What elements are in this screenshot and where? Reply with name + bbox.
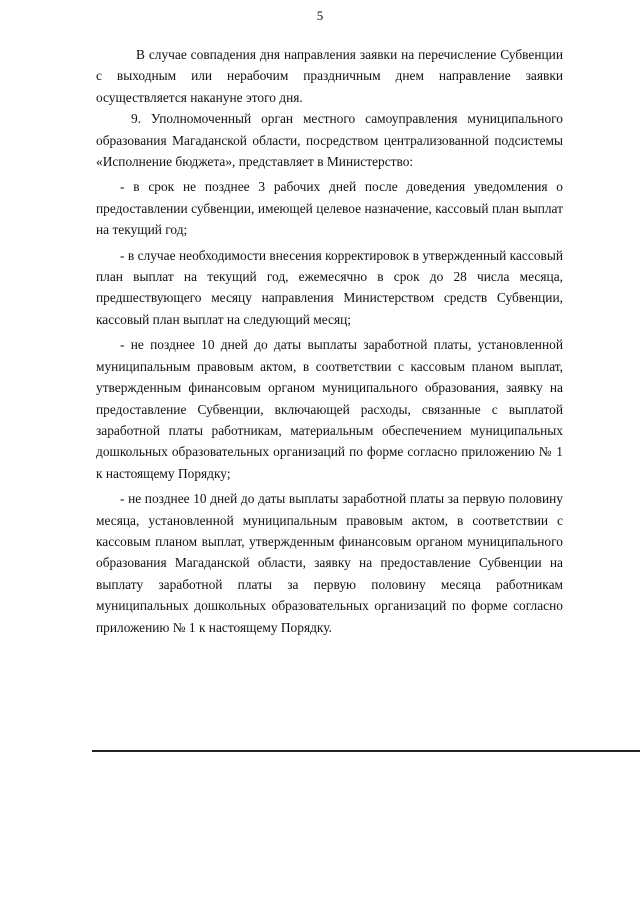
paragraph-weekend-rule: В случае совпадения дня направления заявки на перечисление Субвенции с выходным или нерабочим праздничным днем направление заявки осуществляется накануне этого дня. xyxy=(96,47,563,105)
paragraph-first-half-month-request: - не позднее 10 дней до даты выплаты заработной платы за первую половину месяца, установленной муниципальным правовым актом, в соответствии с кассовым планом выплат, утвержденным финансовым органом муниципального образования Магаданской области, заявку на предоставление Субвенции на выплату заработной платы за первую половину месяца работникам муниципальных дошкольных образовательных организаций по форме согласно приложению № 1 к настоящему Порядку. xyxy=(96,491,563,635)
document-body xyxy=(96,44,563,638)
paragraph-cash-plan-current-year: - в срок не позднее 3 рабочих дней после доведения уведомления о предоставлении субвенции, имеющей целевое назначение, кассовый план выплат на текущий год; xyxy=(96,179,563,238)
paragraph-subvention-request: - не позднее 10 дней до даты выплаты заработной платы, установленной муниципальным правовым актом, в соответствии с кассовым планом выплат, утвержденным финансовым органом муниципального образования, заявку на предоставление Субвенции, включающей расходы, связанные с выплатой заработной платы работникам, материальным обеспечением муниципальных дошкольных образовательных организаций по форме согласно приложению № 1 к настоящему Порядку; xyxy=(96,337,563,481)
page-number: 5 xyxy=(316,8,324,23)
bottom-divider xyxy=(92,750,640,752)
paragraph-cash-plan-adjustments: - в случае необходимости внесения корректировок в утвержденный кассовый план выплат на текущий год, ежемесячно в срок до 28 числа месяца, предшествующего месяцу направления Министерством средств Субвенции, кассовый план выплат на следующий месяц; xyxy=(96,247,563,327)
paragraph-clause-9: 9. Уполномоченный орган местного самоуправления муниципального образования Магаданской области, посредством централизованной подсистемы «Исполнение бюджета», представляет в Министерство: xyxy=(96,111,563,170)
